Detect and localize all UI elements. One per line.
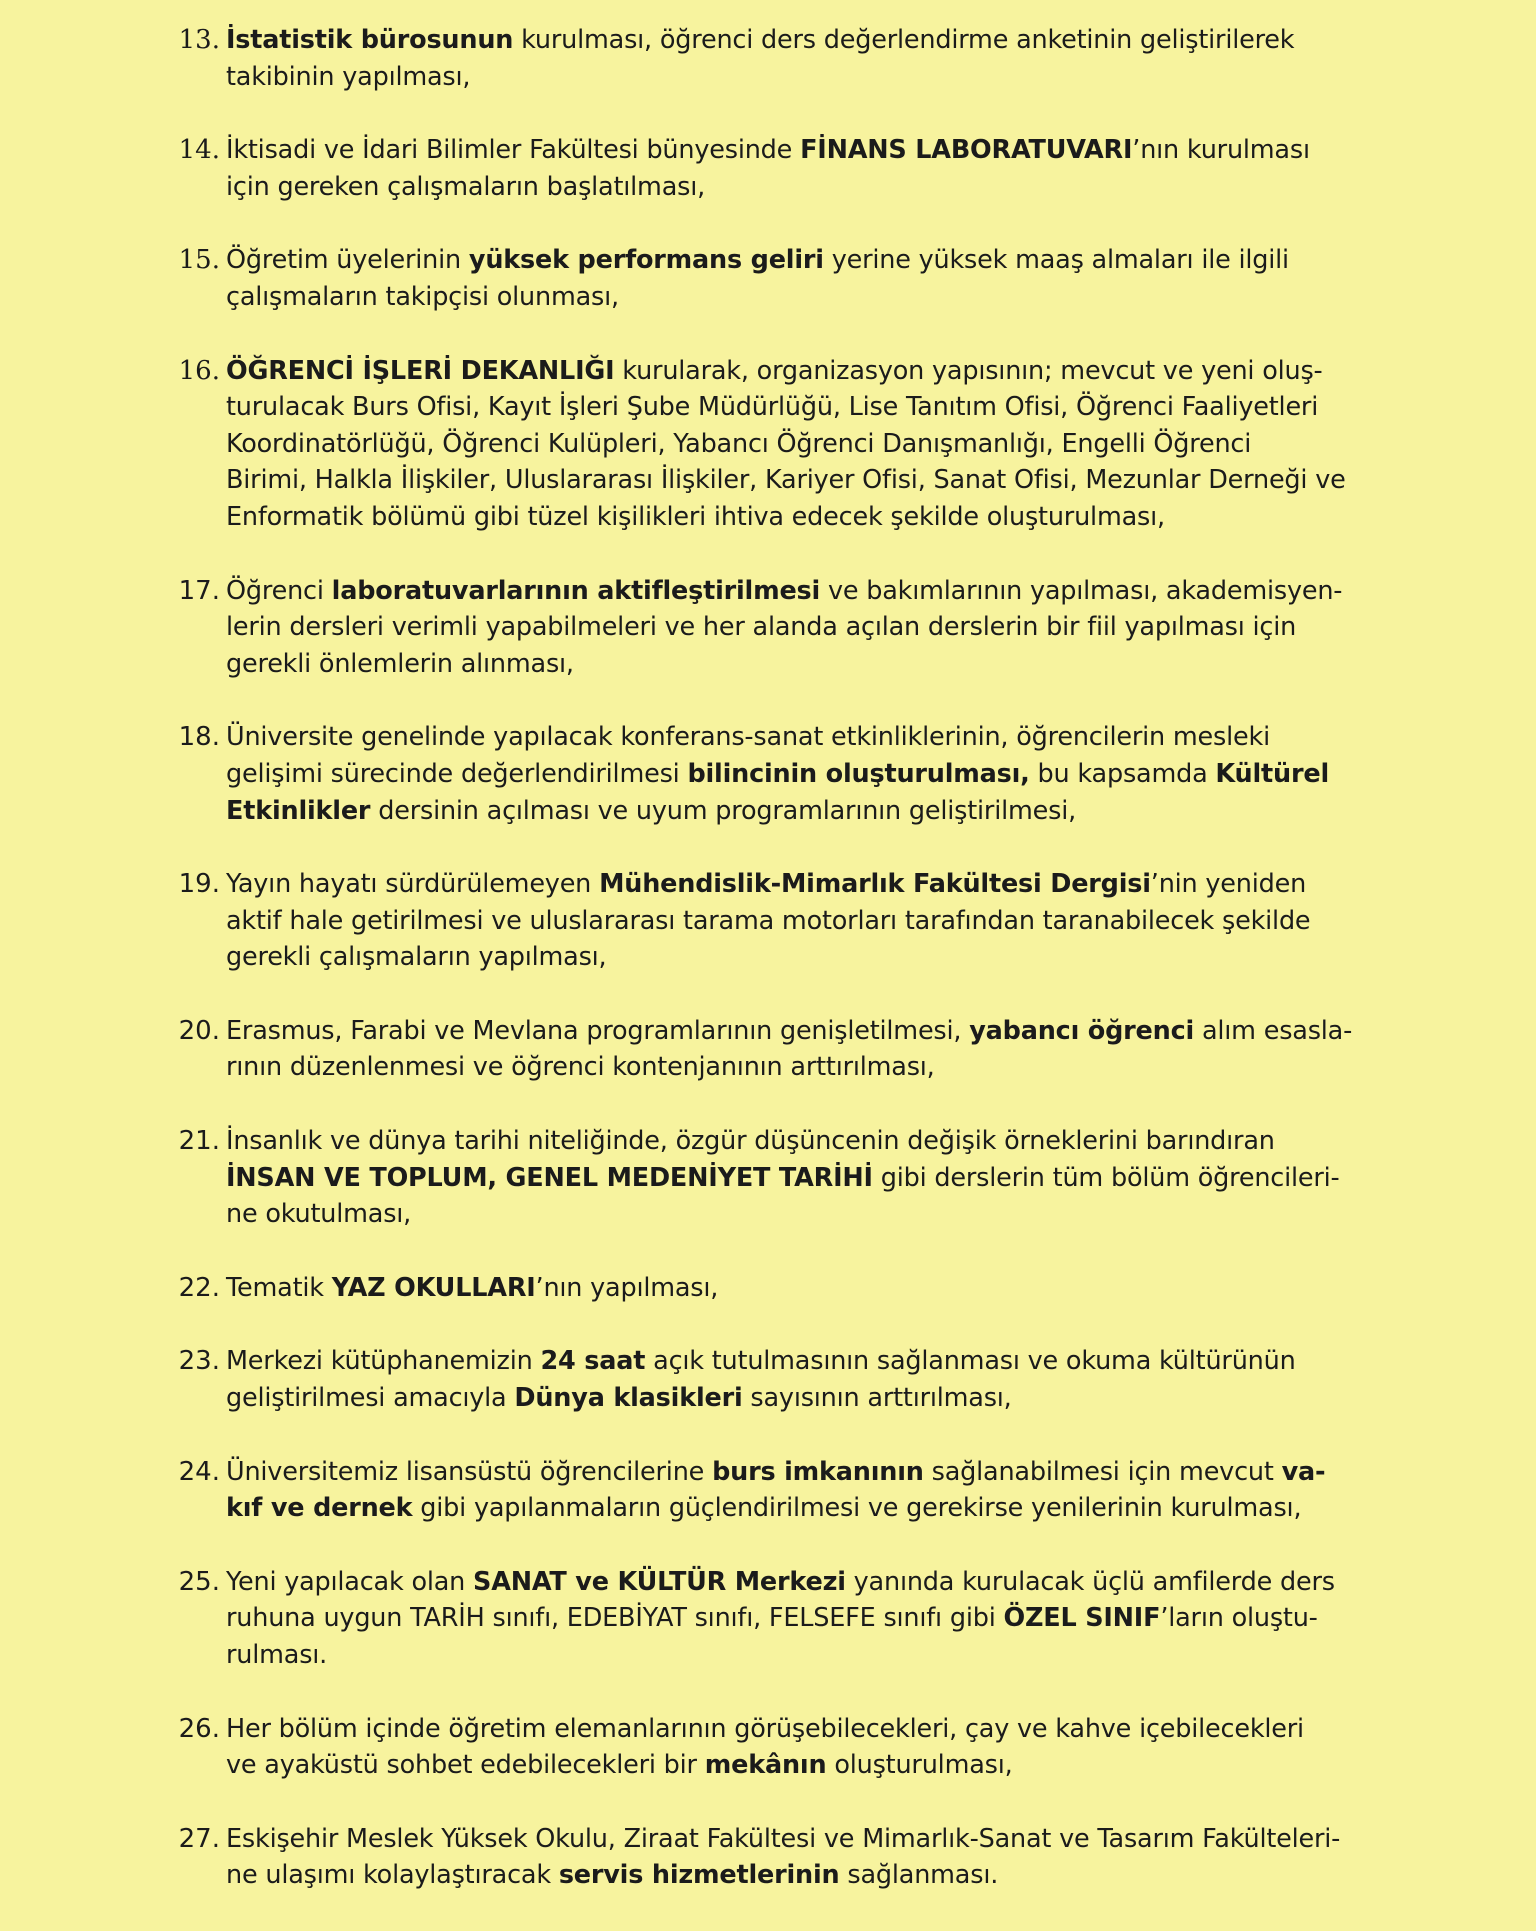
text-line: [226, 1747, 1366, 1784]
text-line: [226, 1454, 1366, 1491]
item-text: [226, 242, 1366, 315]
text-run: gibi yapılanmaların güçlendirilmesi ve gerekirse yenilerinin kurulması,: [412, 1493, 1302, 1524]
item-number: 17.: [178, 575, 220, 606]
text-run: oluşturulması,: [826, 1750, 1013, 1781]
bold-text: 24 saat: [540, 1346, 646, 1377]
text-line: [226, 793, 1366, 830]
item-number: 23.: [178, 1346, 220, 1377]
text-run: Yayın hayatı sürdürülemeyen: [226, 869, 600, 900]
item-number: 21.: [178, 1126, 220, 1157]
item-number: 16.: [178, 355, 220, 386]
bold-text: Etkinlikler: [226, 795, 371, 826]
text-run: Öğretim üyelerinin: [226, 245, 469, 276]
numbered-list: [0, 22, 1536, 1931]
text-run: Koordinatörlüğü, Öğrenci Kulüpleri, Yabancı Öğrenci Danışmanlığı, Engelli Öğrenci: [226, 428, 1252, 459]
text-run: açık tutulmasının sağlanması ve okuma kültürünün: [645, 1346, 1296, 1377]
list-item: [0, 866, 1536, 976]
item-number: 20.: [178, 1015, 220, 1046]
list-item: [0, 1123, 1536, 1233]
text-run: sağlanması.: [839, 1860, 999, 1891]
text-line: [226, 1049, 1366, 1086]
text-run: Birimi, Halkla İlişkiler, Uluslararası İlişkiler, Kariyer Ofisi, Sanat Ofisi, Mezunlar Derneği ve: [226, 465, 1346, 496]
text-line: [226, 1380, 1366, 1417]
list-item: [0, 132, 1536, 205]
text-line: [226, 1196, 1366, 1233]
text-line: [226, 903, 1366, 940]
text-run: kurularak, organizasyon yapısının; mevcut ve yeni oluş-: [614, 355, 1323, 386]
text-run: bu kapsamda: [1029, 758, 1216, 789]
text-run: ’nın yapılması,: [535, 1272, 719, 1303]
item-text: [226, 719, 1366, 829]
text-line: [226, 609, 1366, 646]
text-line: [226, 1711, 1366, 1748]
text-line: [226, 1564, 1366, 1601]
item-number: 27.: [178, 1823, 220, 1854]
text-run: gelişimi sürecinde değerlendirilmesi: [226, 758, 688, 789]
text-line: [226, 646, 1366, 683]
item-text: [226, 866, 1366, 976]
text-run: takibinin yapılması,: [226, 61, 471, 92]
text-run: ne okutulması,: [226, 1199, 412, 1230]
text-line: [226, 426, 1366, 463]
text-run: rının düzenlenmesi ve öğrenci kontenjanının arttırılması,: [226, 1052, 935, 1083]
text-run: Öğrenci: [226, 575, 332, 606]
text-line: [226, 279, 1366, 316]
bold-text: bilincinin oluşturulması,: [687, 758, 1030, 789]
text-run: alım esasla-: [1194, 1015, 1353, 1046]
list-item: [0, 1711, 1536, 1784]
item-number: 18.: [178, 722, 220, 753]
bold-text: İstatistik bürosunun: [226, 25, 514, 55]
text-run: gibi derslerin tüm bölüm öğrencileri-: [872, 1162, 1340, 1193]
text-run: Enformatik bölümü gibi tüzel kişilikleri ihtiva edecek şekilde oluşturulması,: [226, 501, 1165, 532]
text-run: sayısının arttırılması,: [742, 1383, 1012, 1414]
text-line: [226, 169, 1366, 206]
bold-text: Dünya klasikleri: [514, 1383, 743, 1414]
text-run: yerine yüksek maaş almaları ile ilgili: [823, 245, 1289, 276]
text-run: ruhuna uygun TARİH sınıfı, EDEBİYAT sınıfı, FELSEFE sınıfı gibi: [226, 1603, 1004, 1634]
text-run: lerin dersleri verimli yapabilmeleri ve her alanda açılan derslerin bir fiil yapılması için: [226, 612, 1297, 643]
text-line: [226, 353, 1366, 390]
text-run: yanında kurulacak üçlü amfilerde ders: [845, 1566, 1335, 1597]
bold-text: Mühendislik-Mimarlık Fakültesi Dergisi: [599, 869, 1151, 900]
text-line: [226, 1490, 1366, 1527]
list-item: [0, 719, 1536, 829]
bold-text: laboratuvarlarının aktifleştirilmesi: [331, 575, 821, 606]
bold-text: burs imkanının: [712, 1456, 924, 1487]
text-line: [226, 1160, 1366, 1197]
text-run: İnsanlık ve dünya tarihi niteliğinde, özgür düşüncenin değişik örneklerini barındıran: [226, 1126, 1275, 1157]
text-line: [226, 866, 1366, 903]
bold-text: ÖZEL SINIF: [1003, 1603, 1161, 1634]
text-line: [226, 1600, 1366, 1637]
item-text: [226, 1013, 1366, 1086]
text-run: gerekli önlemlerin alınması,: [226, 648, 574, 679]
text-run: dersinin açılması ve uyum programlarının geliştirilmesi,: [370, 795, 1076, 826]
text-line: [226, 1637, 1366, 1674]
list-item: [0, 1564, 1536, 1674]
text-line: [226, 1123, 1366, 1160]
item-text: [226, 132, 1366, 205]
list-item: [0, 1454, 1536, 1527]
text-run: rulması.: [226, 1640, 328, 1670]
bold-text: YAZ OKULLARI: [331, 1272, 536, 1303]
text-run: geliştirilmesi amacıyla: [226, 1383, 515, 1414]
text-line: [226, 1013, 1366, 1050]
bold-text: İNSAN VE TOPLUM, GENEL MEDENİYET TARİHİ: [226, 1162, 873, 1193]
text-line: [226, 719, 1366, 756]
bold-text: kıf ve dernek: [226, 1493, 413, 1524]
text-run: ’nin yeniden: [1150, 869, 1307, 900]
text-line: [226, 499, 1366, 536]
item-number: 25.: [178, 1566, 220, 1597]
bold-text: Kültürel: [1215, 758, 1329, 789]
item-number: 14.: [178, 135, 220, 166]
bold-text: yüksek performans geliri: [468, 245, 824, 276]
item-number: 19.: [178, 869, 220, 900]
text-run: Tematik: [226, 1272, 332, 1303]
text-run: kurulması, öğrenci ders değerlendirme anketinin geliştirilerek: [513, 25, 1295, 55]
text-run: çalışmaların takipçisi olunması,: [226, 281, 619, 312]
list-item: [0, 1013, 1536, 1086]
item-text: [226, 22, 1366, 95]
text-run: Üniversitemiz lisansüstü öğrencilerine: [226, 1456, 713, 1487]
item-text: [226, 1270, 1366, 1307]
text-line: [226, 1343, 1366, 1380]
text-line: [226, 939, 1366, 976]
item-number: 24.: [178, 1456, 220, 1487]
text-line: [226, 59, 1366, 96]
bold-text: servis hizmetlerinin: [558, 1860, 840, 1891]
text-line: [226, 389, 1366, 426]
list-item: [0, 353, 1536, 536]
item-number: 26.: [178, 1713, 220, 1744]
text-run: Üniversite genelinde yapılacak konferans-sanat etkinliklerinin, öğrencilerin mesleki: [226, 722, 1270, 753]
item-text: [226, 1343, 1366, 1416]
text-run: ve bakımlarının yapılması, akademisyen-: [820, 575, 1343, 606]
list-item: [0, 1270, 1536, 1307]
item-number: 15.: [178, 245, 220, 276]
text-run: aktif hale getirilmesi ve uluslararası tarama motorları tarafından taranabilecek şekilde: [226, 905, 1311, 936]
text-line: [226, 242, 1366, 279]
text-run: Eskişehir Meslek Yüksek Okulu, Ziraat Fakültesi ve Mimarlık-Sanat ve Tasarım Fakülteleri-: [226, 1823, 1341, 1854]
text-run: ’ların oluştu-: [1160, 1603, 1318, 1634]
text-run: turulacak Burs Ofisi, Kayıt İşleri Şube Müdürlüğü, Lise Tanıtım Ofisi, Öğrenci Faaliyetleri: [226, 392, 1319, 423]
bold-text: ÖĞRENCİ İŞLERİ DEKANLIĞI: [226, 355, 615, 386]
text-run: İktisadi ve İdari Bilimler Fakültesi bünyesinde: [226, 135, 801, 166]
text-line: [226, 1270, 1366, 1307]
list-item: [0, 573, 1536, 683]
item-text: [226, 1454, 1366, 1527]
text-run: Erasmus, Farabi ve Mevlana programlarının genişletilmesi,: [226, 1015, 970, 1046]
item-text: [226, 353, 1366, 536]
item-text: [226, 1123, 1366, 1233]
bold-text: FİNANS LABORATUVARI: [800, 135, 1133, 166]
item-text: [226, 573, 1366, 683]
text-run: Yeni yapılacak olan: [226, 1566, 474, 1597]
bold-text: mekânın: [704, 1750, 827, 1781]
text-run: Her bölüm içinde öğretim elemanlarının görüşebilecekleri, çay ve kahve içebilecekleri: [226, 1713, 1304, 1744]
bold-text: SANAT ve KÜLTÜR Merkezi: [473, 1566, 846, 1597]
bold-text: va-: [1281, 1456, 1326, 1487]
list-item: [0, 22, 1536, 95]
item-text: [226, 1821, 1366, 1894]
item-text: [226, 1564, 1366, 1674]
text-line: [226, 22, 1366, 59]
list-item: [0, 1343, 1536, 1416]
text-run: için gereken çalışmaların başlatılması,: [226, 171, 705, 202]
text-line: [226, 1821, 1366, 1858]
text-run: gerekli çalışmaların yapılması,: [226, 942, 607, 973]
text-line: [226, 573, 1366, 610]
text-line: [226, 462, 1366, 499]
text-run: sağlanabilmesi için mevcut: [923, 1456, 1282, 1487]
list-item: [0, 242, 1536, 315]
text-run: Merkezi kütüphanemizin: [226, 1346, 541, 1377]
text-run: ve ayaküstü sohbet edebilecekleri bir: [226, 1750, 705, 1781]
text-run: ne ulaşımı kolaylaştıracak: [226, 1860, 559, 1891]
text-run: ’nın kurulması: [1132, 135, 1310, 166]
text-line: [226, 1857, 1366, 1894]
item-number: 13.: [178, 25, 220, 55]
text-line: [226, 756, 1366, 793]
list-item: [0, 1821, 1536, 1894]
text-line: [226, 132, 1366, 169]
item-number: 22.: [178, 1272, 220, 1303]
item-text: [226, 1711, 1366, 1784]
bold-text: yabancı öğrenci: [969, 1015, 1195, 1046]
